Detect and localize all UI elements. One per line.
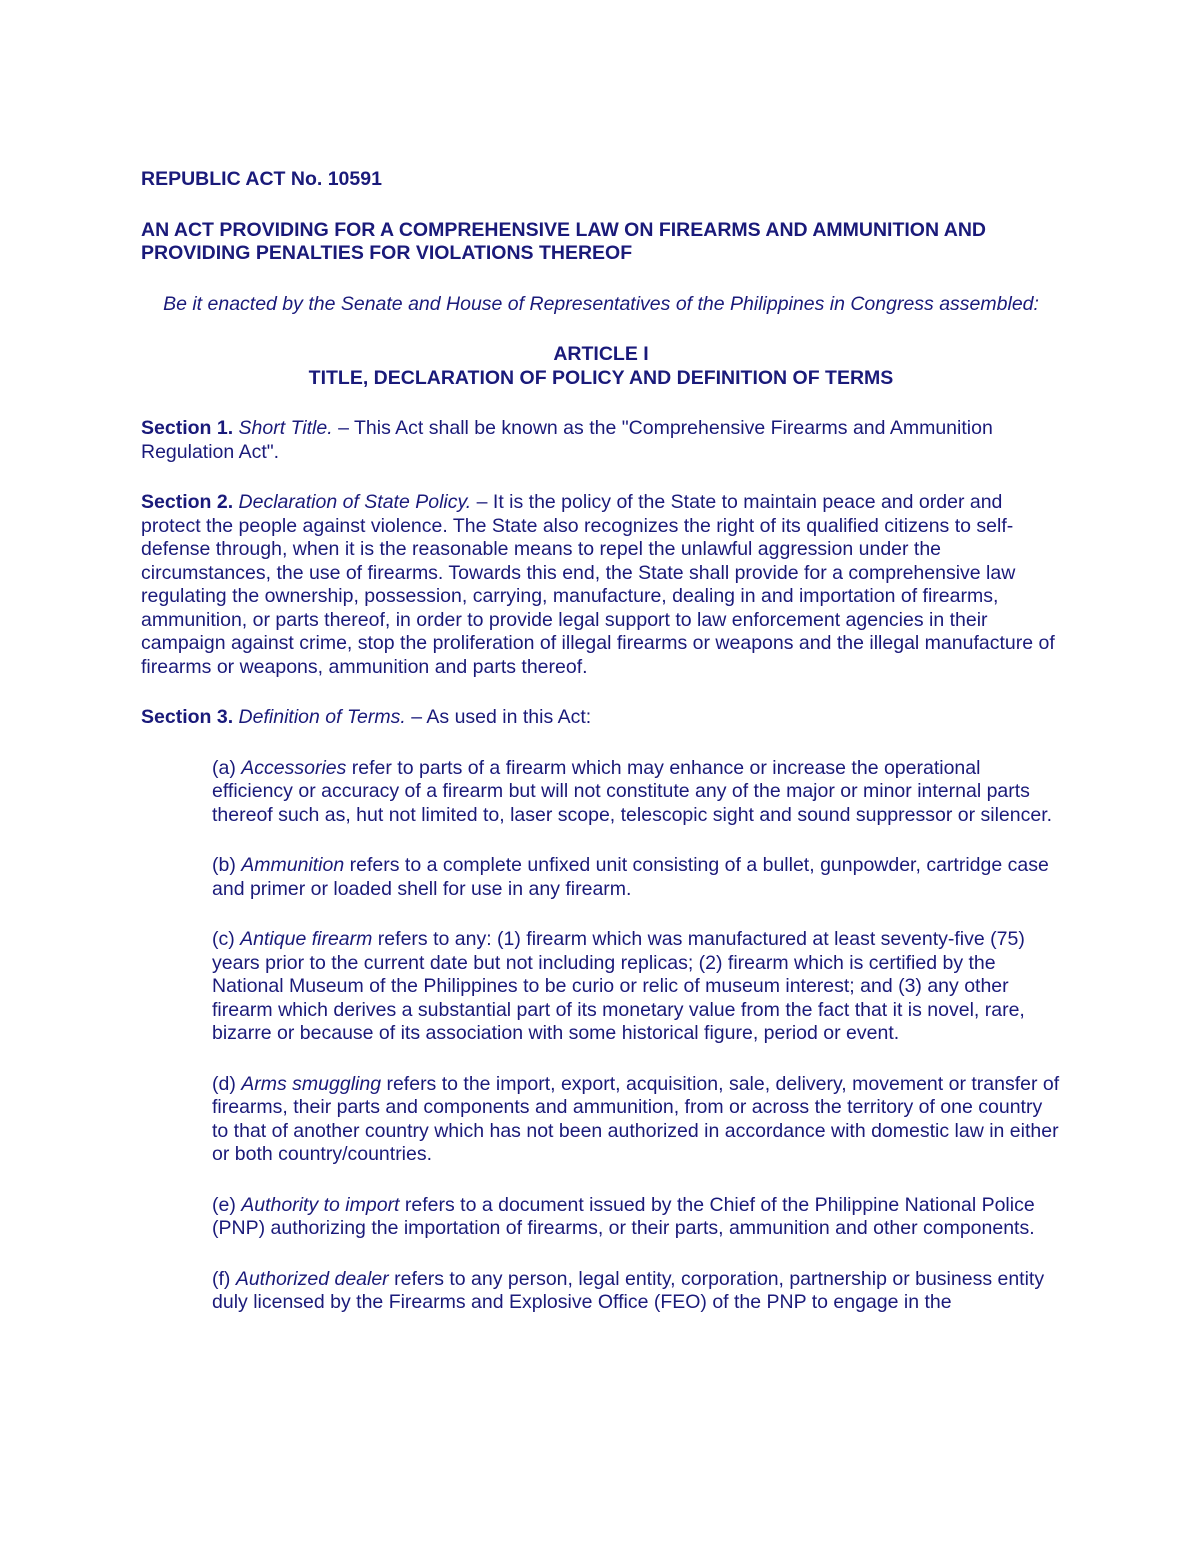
definition-text: refers to any person, legal entity, corporation, partnership or business entity duly licensed by the Firearms and Explosive Office (FEO) of the PNP to engage in the: [212, 1267, 1045, 1313]
definition-item: [212, 1073, 1061, 1167]
section-body: – As used in this Act:: [405, 706, 592, 728]
article-title: TITLE, DECLARATION OF POLICY AND DEFINITION OF TERMS: [308, 366, 894, 389]
section-label: Section 3.: [141, 706, 234, 728]
definition-term: Authority to import: [241, 1193, 400, 1216]
section-body: – This Act shall be known as the "Comprehensive Firearms and Ammunition Regulation Act".: [141, 417, 993, 463]
definition-letter: (c): [212, 928, 241, 950]
section-heading: Definition of Terms.: [238, 706, 406, 728]
section-heading: Short Title.: [238, 417, 333, 439]
definition-text: refers to the import, export, acquisition, sale, delivery, movement or transfer of firearms, their parts and components and ammunition, from or across the territory of one country to that of another country which has not been authorized in accordance with domestic law in either or both country/countries.: [212, 1072, 1060, 1165]
definition-letter: (e): [212, 1193, 242, 1216]
definition-letter: (f): [212, 1267, 236, 1290]
definition-term: Arms smuggling: [241, 1072, 382, 1095]
definition-text: refers to a document issued by the Chief of the Philippine National Police (PNP) authorizing the importation of firearms, or their parts, ammunition and other components.: [212, 1193, 1035, 1239]
definition-text: refer to parts of a firearm which may enhance or increase the operational efficiency or accuracy of a firearm but will not constitute any of the major or minor internal parts thereof such as, hut not limited to, laser scope, telescopic sight and sound suppressor or silencer.: [212, 756, 1053, 826]
definition-item: [212, 1268, 1061, 1315]
definition-item: [212, 854, 1061, 901]
definition-letter: (b): [212, 854, 242, 876]
section-label: Section 2.: [141, 491, 234, 513]
definition-term: Antique firearm: [240, 928, 373, 950]
section-1: [141, 417, 1061, 464]
act-number: REPUBLIC ACT No. 10591: [141, 168, 382, 190]
document-body: [141, 168, 1061, 1315]
article-heading: [141, 343, 1061, 390]
section-body: – It is the policy of the State to maintain peace and order and protect the people against violence. The State also recognizes the right of its qualified citizens to self-defense through, when it is the reasonable means to repel the unlawful aggression under the circumstances, the use of firearms. Towards this end, the State shall provide for a comprehensive law regulating the ownership, possession, carrying, manufacture, dealing in and importation of firearms, ammunition, or parts thereof, in order to provide legal support to law enforcement agencies in their campaign against crime, stop the proliferation of illegal firearms or weapons and the illegal manufacture of firearms or weapons, ammunition and parts thereof.: [141, 491, 1055, 678]
definitions-list: [141, 757, 1061, 1315]
definition-text: refers to any: (1) firearm which was manufactured at least seventy-five (75) years prior to the current date but not including replicas; (2) firearm which is certified by the National Museum of the Philippines to be curio or relic of museum interest; and (3) any other firearm which derives a substantial part of its monetary value from the fact that it is novel, rare, bizarre or because of its association with some historical figure, period or event.: [212, 928, 1025, 1044]
section-label: Section 1.: [141, 417, 234, 439]
enacting-clause: Be it enacted by the Senate and House of Representatives of the Philippines in Congress assembled:: [163, 292, 1039, 315]
act-title: AN ACT PROVIDING FOR A COMPREHENSIVE LAW ON FIREARMS AND AMMUNITION AND PROVIDING PENALTIES FOR VIOLATIONS THEREOF: [141, 218, 986, 264]
definition-term: Accessories: [241, 756, 347, 779]
definition-item: [212, 928, 1061, 1046]
definition-term: Authorized dealer: [235, 1267, 389, 1290]
definition-text: refers to a complete unfixed unit consisting of a bullet, gunpowder, cartridge case and primer or loaded shell for use in any firearm.: [212, 854, 1049, 900]
section-3: [141, 706, 1061, 730]
definition-term: Ammunition: [241, 854, 345, 876]
section-heading: Declaration of State Policy.: [238, 491, 472, 513]
definition-item: [212, 1194, 1061, 1241]
article-number: ARTICLE I: [553, 343, 649, 365]
definition-letter: (d): [212, 1072, 242, 1095]
definition-item: [212, 757, 1061, 828]
definition-letter: (a): [212, 756, 242, 779]
section-2: [141, 491, 1061, 679]
